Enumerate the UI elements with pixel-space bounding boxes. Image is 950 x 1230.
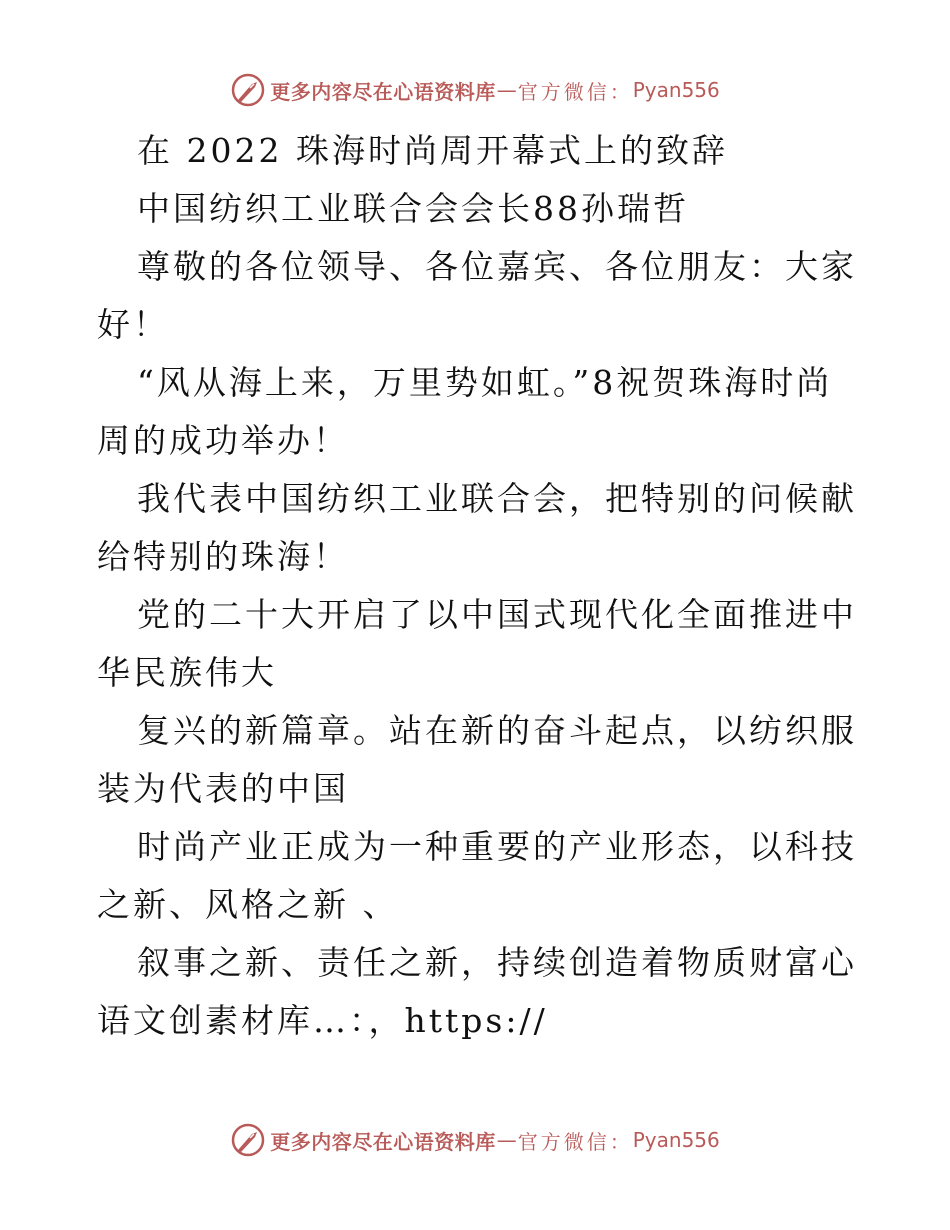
- watermark-brand: 更多内容尽在心语资料库: [270, 1129, 496, 1154]
- document-body: [97, 122, 857, 1050]
- watermark-official-label: 官方微信：: [517, 1129, 633, 1154]
- paragraph: 党的二十大开启了以中国式现代化全面推进中华民族伟大: [97, 595, 857, 692]
- watermark-header: [0, 70, 950, 110]
- document-title: 在 2022 珠海时尚周开幕式上的致辞: [137, 131, 728, 170]
- paragraph: “风从海上来，万里势如虹。”8祝贺珠海时尚周的成功举办！: [97, 363, 833, 460]
- watermark-wechat-id: Pyan556: [632, 78, 720, 102]
- pen-nib-logo-icon: [230, 72, 266, 108]
- paragraph: 叙事之新、责任之新，持续创造着物质财富心语文创素材库…：，https://: [97, 943, 857, 1040]
- watermark-brand: 更多内容尽在心语资料库: [270, 79, 496, 104]
- pen-nib-logo-icon: [230, 1122, 266, 1158]
- paragraph: 尊敬的各位领导、各位嘉宾、各位朋友：大家好！: [97, 247, 857, 344]
- paragraph: 时尚产业正成为一种重要的产业形态，以科技之新、风格之新 、: [97, 827, 857, 924]
- paragraph: 复兴的新篇章。站在新的奋斗起点，以纺织服装为代表的中国: [97, 711, 857, 808]
- document-byline: 中国纺织工业联合会会长88孙瑞哲: [137, 189, 689, 228]
- watermark-separator: —: [496, 78, 517, 102]
- watermark-wechat-id: Pyan556: [632, 1128, 720, 1152]
- watermark-footer: [0, 1120, 950, 1160]
- paragraph: 我代表中国纺织工业联合会，把特别的问候献给特别的珠海！: [97, 479, 857, 576]
- watermark-separator: —: [496, 1128, 517, 1152]
- watermark-official-label: 官方微信：: [517, 79, 633, 104]
